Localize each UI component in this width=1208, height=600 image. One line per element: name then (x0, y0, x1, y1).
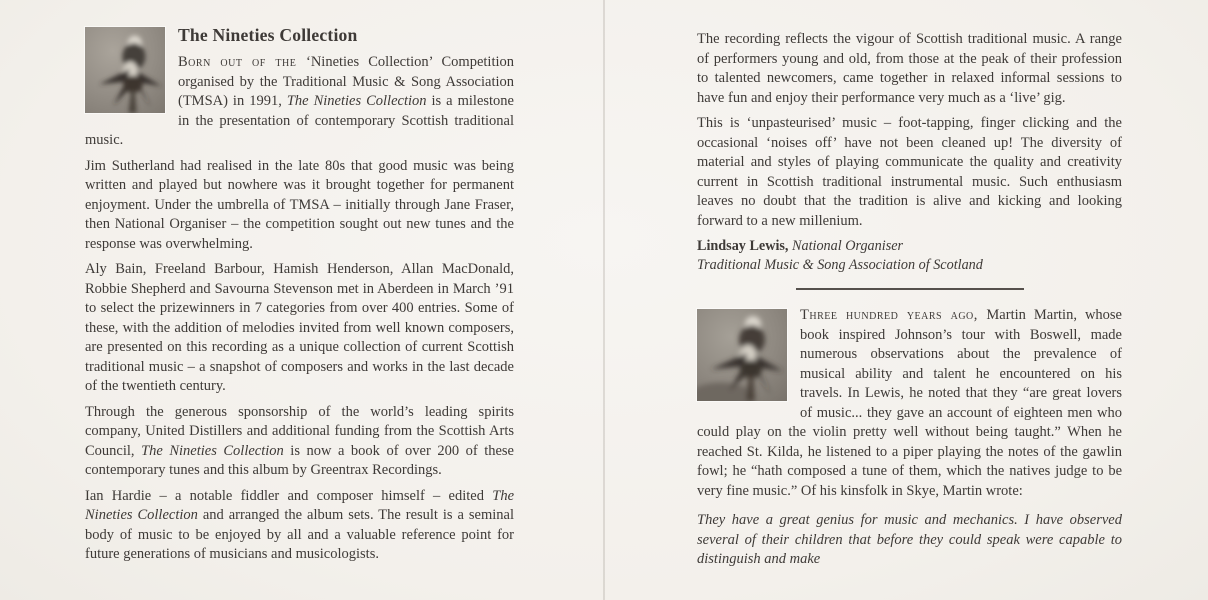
signature-org-line (697, 256, 1122, 275)
text-segment: Lindsay Lewis, (697, 238, 789, 254)
text-segment: Martin Martin, whose book inspired Johnson’s tour with Boswell, made numerous observations about the prevalence of musical ability and talent he encountered on his travels. In Lewis, he noted that they “are great lovers of music... they gave an account of eighteen men who could play on the violin pretty well without being taught.” When he reached St. Kilda, he listened to a piper playing the notes of the gawlin fowl; he “hath composed a tune of them, which the natives judge to be very fine music.” Of his kinsfolk in Skye, Martin wrote: (697, 307, 1122, 499)
booklet-title: The Nineties Collection (178, 25, 358, 45)
text-segment: The Nineties Collection (85, 487, 514, 523)
text-segment: The recording reflects the vigour of Scottish traditional music. A range of performers young and old, from those at the peak of their profession to talented newcomers, came together in relaxed informal sessions to have fun and enjoy their performance very much as a ‘live’ gig. (697, 31, 1122, 106)
signature-name-line (697, 237, 1122, 256)
paragraph-ian-hardie (85, 487, 514, 565)
thistle-photo-right (697, 309, 787, 401)
text-segment: is a milestone in the presentation of contemporary Scottish traditional music. (85, 93, 514, 148)
page-gutter (603, 0, 605, 600)
thistle-image (697, 309, 787, 401)
text-segment: The Nineties Collection (286, 93, 427, 109)
signature-block (697, 237, 1122, 274)
text-segment: They have a great genius for music and mechanics. I have observed several of their children that before they could speak were capable to distinguish and make (697, 512, 1122, 567)
text-segment: National Organiser (788, 238, 904, 254)
text-segment: and arranged the album sets. The result is a seminal body of music to be enjoyed by all and a valuable reference point for future generations of musicians and musicologists. (85, 507, 514, 562)
thistle-photo-left (85, 27, 165, 113)
text-segment: Jim Sutherland had realised in the late 80s that good music was being written and played but nowhere was it brought together for permanent enjoyment. Under the umbrella of TMSA – initially through Jane Fraser, then National Organiser – the competition sought out new tunes and the response was overwhelming. (85, 157, 514, 252)
paragraph-unpasteurised (697, 114, 1122, 231)
text-segment: Three hundred years ago, (800, 307, 987, 323)
thistle-image (85, 27, 165, 113)
text-segment: Through the generous sponsorship of the world’s leading spirits company, United Distillers and additional funding from the Scottish Arts Council, (85, 403, 514, 459)
paragraph-jim-sutherland (85, 157, 514, 255)
text-segment: Ian Hardie – a notable fiddler and composer himself – edited (85, 487, 493, 504)
text-segment: The Nineties Collection (141, 442, 284, 459)
text-segment: This is ‘unpasteurised’ music – foot-tapping, finger clicking and the occasional ‘noises off’ have not been cleaned up! The diversity of material and styles of playing communicate the quality and creativity current in Scottish traditional instrumental music. Such enthusiasm leaves no doubt that the tradition is alive and kicking and looking forward to a new millenium. (697, 115, 1122, 229)
paragraph-recording (697, 30, 1122, 108)
paragraph-martin-quote (697, 511, 1122, 570)
page-right (604, 0, 1208, 600)
text-segment: ‘Nineties Collection’ Competition organised by the Traditional Music & Song Association (TMSA) in 1991, (178, 54, 515, 109)
text-segment: Traditional Music & Song Association of Scotland (697, 256, 983, 273)
paragraph-sponsorship (85, 403, 514, 481)
section-divider (796, 288, 1024, 290)
text-segment: Born out of the (178, 54, 306, 70)
text-segment: Aly Bain, Freeland Barbour, Hamish Henderson, Allan MacDonald, Robbie Shepherd and Savourna Stevenson met in Aberdeen in March ’91 to select the prizewinners in 7 categories from over 400 entries. Some of these, with the addition of melodies invited from well known composers, are presented on this recording as a unique collection of current Scottish traditional music – a snapshot of composers and works in the last decade of the twentieth century. (85, 261, 514, 394)
paragraph-judges (85, 260, 514, 397)
text-segment: is now a book of over 200 of these contemporary tunes and this album by Greentrax Recordings. (85, 442, 514, 478)
